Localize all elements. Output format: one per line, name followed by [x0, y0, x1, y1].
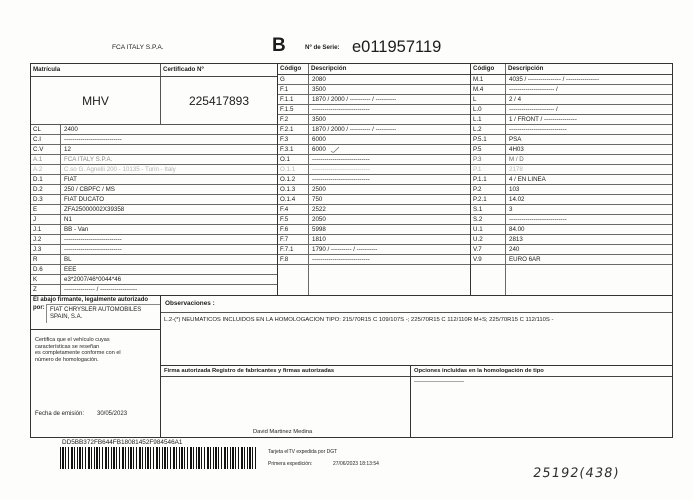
field-code: F.6 [278, 225, 309, 234]
field-code: P.5 [471, 145, 506, 154]
certification-line: Certifica que el vehículo cuyas [35, 337, 110, 343]
field-value: 4H03 [509, 146, 524, 153]
certification-text [35, 337, 121, 363]
field-code: CL [31, 125, 61, 134]
field-row [278, 105, 470, 115]
matricula-header: Matrícula [31, 64, 161, 76]
field-row [278, 195, 470, 205]
field-value: 12 [64, 146, 71, 153]
identification-header-row [31, 64, 277, 77]
field-code: M.4 [471, 85, 506, 94]
field-code: L.2 [471, 125, 506, 134]
empty-value-cell [506, 265, 672, 295]
field-value: ---------------------------- [312, 156, 370, 163]
empty-row [471, 265, 672, 295]
certification-line: número de homologación. [35, 356, 99, 363]
field-value: C.so G. Agnelli 200 - 10135 - Turin - Italy [64, 166, 176, 173]
field-value: 2522 [312, 206, 326, 213]
field-code: F.1 [278, 85, 309, 94]
field-code: E [31, 205, 61, 214]
certification-line: características se reseñan [35, 343, 100, 350]
field-code: V.7 [471, 245, 506, 254]
signatory-title: El abajo firmante, legalmente autorizado [33, 297, 149, 303]
field-value: 2400 [64, 126, 78, 133]
field-code: J.1 [31, 225, 61, 234]
field-code: J [31, 215, 61, 224]
field-value: BL [64, 256, 72, 263]
field-code: P.5.1 [471, 135, 506, 144]
signatory-box [30, 295, 161, 330]
certificado-value: 225417893 [188, 93, 250, 108]
field-row [278, 175, 470, 185]
field-row [31, 245, 277, 255]
field-row [31, 215, 277, 225]
first-issue-label: Primera expedición: [268, 461, 313, 467]
identification-values-row [31, 77, 277, 125]
field-code: U.1 [471, 225, 506, 234]
issued-by: Tarjeta eITV expedida por DGT [268, 449, 338, 455]
field-value: 1870 / 2000 / ---------- / ---------- [312, 96, 397, 103]
field-row [471, 225, 672, 235]
field-row [471, 245, 672, 255]
issue-date-label: Fecha de emisión: [35, 411, 85, 417]
field-code: F.2 [278, 115, 309, 124]
field-row [31, 145, 277, 155]
masses-header-row [278, 64, 470, 75]
signatory-company-line1: FIAT CHRYSLER AUTOMOBILES [50, 307, 142, 313]
field-value: ---------------------------- [312, 256, 370, 263]
field-row [31, 165, 277, 175]
field-row [278, 205, 470, 215]
field-row [31, 265, 277, 275]
field-code: D.6 [31, 265, 61, 274]
field-code: F.1.5 [278, 105, 309, 114]
field-value: ---------------------------- [64, 236, 122, 243]
field-value: ---------------------------- [312, 106, 370, 113]
field-row [278, 185, 470, 195]
field-code: R [31, 255, 61, 264]
field-value: 1790 / ---------- / ---------- [312, 246, 378, 253]
field-code: P.1 [471, 165, 506, 174]
barcode [60, 447, 258, 469]
field-row [471, 135, 672, 145]
field-value: BB - Van [64, 226, 89, 233]
field-code: F.8 [278, 255, 309, 264]
field-value: 6000 [312, 136, 326, 143]
technical-header-row [471, 64, 672, 75]
serial-number-label: Nº de Serie: [305, 44, 340, 51]
field-value: 14.02 [509, 196, 525, 203]
field-value: ---------------------------- [312, 166, 370, 173]
field-code: J.3 [31, 245, 61, 254]
field-code: A.2 [31, 165, 61, 174]
signatory-company-line2: SPAIN, S.A. [50, 314, 83, 320]
field-value: 6000 [312, 146, 326, 153]
field-value: --------------- / ------------------ [64, 286, 138, 293]
field-row [471, 215, 672, 225]
field-code: L [471, 95, 506, 104]
field-code: F.1.1 [278, 95, 309, 104]
field-code: G [278, 75, 309, 84]
field-row [471, 85, 672, 95]
options-box [410, 365, 673, 438]
field-row [471, 235, 672, 245]
field-code: F.7 [278, 235, 309, 244]
field-value: 2500 [312, 186, 326, 193]
field-value: ---------------------- / [509, 106, 558, 113]
field-value: ---------------------------- [509, 126, 567, 133]
field-code: K [31, 275, 61, 284]
field-code: P.3 [471, 155, 506, 164]
field-code: J.2 [31, 235, 61, 244]
field-value: ---------------------------- [509, 216, 567, 223]
field-code: M.1 [471, 75, 506, 84]
field-row [471, 155, 672, 165]
field-row [278, 155, 470, 165]
empty-row [278, 265, 470, 295]
description-header: Descripción [311, 65, 347, 72]
field-value: 4 / EN LINEA [509, 176, 546, 183]
field-row [471, 205, 672, 215]
field-code: A.1 [31, 155, 61, 164]
serial-number: e011957119 [352, 38, 442, 56]
field-code: L.1 [471, 115, 506, 124]
field-row [471, 125, 672, 135]
field-row [31, 205, 277, 215]
identification-table [30, 63, 278, 296]
technical-table [471, 63, 673, 296]
field-row [278, 145, 470, 155]
signature-box [160, 365, 411, 438]
certification-box [30, 329, 161, 438]
field-code: O.1 [278, 155, 309, 164]
observations-label: Observaciones : [161, 296, 672, 313]
signer-name: David Martinez Medina [253, 429, 313, 435]
observations-box [160, 295, 673, 366]
document-hash: DD5BB372FB644FB18081452F984546A1 [62, 439, 183, 446]
field-row [278, 225, 470, 235]
field-row [31, 175, 277, 185]
field-row [278, 125, 470, 135]
field-row [471, 165, 672, 175]
masses-table [278, 63, 471, 296]
empty-value-cell [309, 265, 470, 295]
field-row [278, 85, 470, 95]
field-value: 2813 [509, 236, 523, 243]
field-row [31, 185, 277, 195]
field-row [278, 115, 470, 125]
field-code: F.3.1 [278, 145, 309, 154]
field-code: L.0 [471, 105, 506, 114]
field-code: P.2.1 [471, 195, 506, 204]
field-value: M / D [509, 156, 524, 163]
handwritten-note: 25192(438) [531, 466, 621, 481]
field-value: 2178 [509, 166, 523, 173]
field-code: F.3 [278, 135, 309, 144]
field-code: D.3 [31, 195, 61, 204]
field-code: O.1.2 [278, 175, 309, 184]
field-value: 250 / CBPFC / MS [64, 186, 115, 193]
field-row [471, 255, 672, 265]
first-issue-date: 27/06/2023 18:13:54 [333, 461, 379, 467]
field-value: 2 / 4 [509, 96, 522, 103]
field-value: 1810 [312, 236, 326, 243]
field-code: D.2 [31, 185, 61, 194]
field-code: S.1 [471, 205, 506, 214]
code-header: Código [278, 64, 309, 74]
field-value: ---------------------------- [64, 136, 122, 143]
field-row [278, 95, 470, 105]
field-row [471, 75, 672, 85]
field-code: F.5 [278, 215, 309, 224]
field-value: ZFA25000002X39358 [64, 206, 125, 213]
field-row [471, 185, 672, 195]
field-code: F.7.1 [278, 245, 309, 254]
vehicle-category-letter: B [272, 35, 286, 56]
matricula-value: MHV [31, 77, 161, 124]
field-row [31, 285, 277, 295]
field-value: 84.00 [509, 226, 525, 233]
field-code: C.I [31, 135, 61, 144]
field-code: P.2 [471, 185, 506, 194]
field-row [31, 125, 277, 135]
field-code: C.V [31, 145, 61, 154]
field-value: 1 / FRONT / ---------------- [509, 116, 577, 123]
field-value: N1 [64, 216, 72, 223]
field-value: 3500 [312, 86, 326, 93]
field-row [31, 155, 277, 165]
description-header: Descripción [508, 65, 544, 72]
field-value: ---------------------------- [64, 246, 122, 253]
field-value: ---------------------------- [312, 176, 370, 183]
field-row [31, 135, 277, 145]
field-value: FIAT [64, 176, 77, 183]
field-code: F.4 [278, 205, 309, 214]
field-value: 3 [509, 206, 513, 213]
field-value: ---------------------- / [509, 86, 558, 93]
signature-label: Firma autorizada Registro de fabricantes y firmas autorizadas [161, 366, 410, 377]
field-row [31, 275, 277, 285]
certification-line: es completamente conforme con el [35, 350, 121, 356]
field-value: 103 [509, 186, 520, 193]
certificado-header: Certificado Nº [163, 66, 204, 73]
field-value: PSA [509, 136, 522, 143]
options-value: ------------------------- [414, 379, 464, 385]
signatory-by-label: por: [33, 305, 45, 311]
field-row [31, 195, 277, 205]
field-row [471, 145, 672, 155]
field-code: Z [31, 285, 61, 295]
field-value: 4035 / ---------------- / ---------------- [509, 76, 600, 83]
field-value: 2080 [312, 76, 326, 83]
field-row [278, 245, 470, 255]
handwritten-tick-icon [330, 146, 340, 154]
field-code: F.2.1 [278, 125, 309, 134]
field-code: P.1.1 [471, 175, 506, 184]
field-value: 1870 / 2000 / ---------- / ---------- [312, 126, 397, 133]
field-value: 5998 [312, 226, 326, 233]
field-row [278, 135, 470, 145]
options-label: Opciones incluidas en la homologación de tipo [411, 366, 672, 377]
issue-date: 30/05/2023 [97, 411, 128, 417]
field-row [471, 175, 672, 185]
code-header: Código [471, 64, 506, 74]
field-value: EEE [64, 266, 77, 273]
field-code: O.1.4 [278, 195, 309, 204]
empty-code-cell [471, 265, 506, 295]
field-code: D.1 [31, 175, 61, 184]
field-row [31, 255, 277, 265]
field-row [278, 75, 470, 85]
field-value: FCA ITALY S.P.A. [64, 156, 113, 163]
field-value: e3*2007/46*0044*46 [64, 276, 122, 283]
field-code: O.1.1 [278, 165, 309, 174]
observations-text: L.2-(*) NEUMATICOS INCLUIDOS EN LA HOMOLOGACION TIPO: 215/70R15 C 109/107S -; 225/70R15 C 112/110R M+S; 225/70R15 C 112/110S - [164, 317, 554, 323]
field-row [471, 95, 672, 105]
field-row [471, 195, 672, 205]
field-row [471, 115, 672, 125]
field-value: 750 [312, 196, 323, 203]
field-row [278, 215, 470, 225]
field-value: 240 [509, 246, 520, 253]
field-row [278, 255, 470, 265]
field-value: 2050 [312, 216, 326, 223]
field-code: S.2 [471, 215, 506, 224]
field-code: V.9 [471, 255, 506, 264]
field-row [31, 235, 277, 245]
manufacturer-name: FCA ITALY S.P.A. [112, 44, 164, 51]
field-value: 3500 [312, 116, 326, 123]
field-row [278, 165, 470, 175]
field-row [471, 105, 672, 115]
empty-code-cell [278, 265, 309, 295]
field-value: EURO 6AR [509, 256, 541, 263]
field-code: O.1.3 [278, 185, 309, 194]
signatory-company-box [46, 304, 161, 323]
field-code: U.2 [471, 235, 506, 244]
field-value: FIAT DUCATO [64, 196, 105, 203]
field-row [31, 225, 277, 235]
field-row [278, 235, 470, 245]
